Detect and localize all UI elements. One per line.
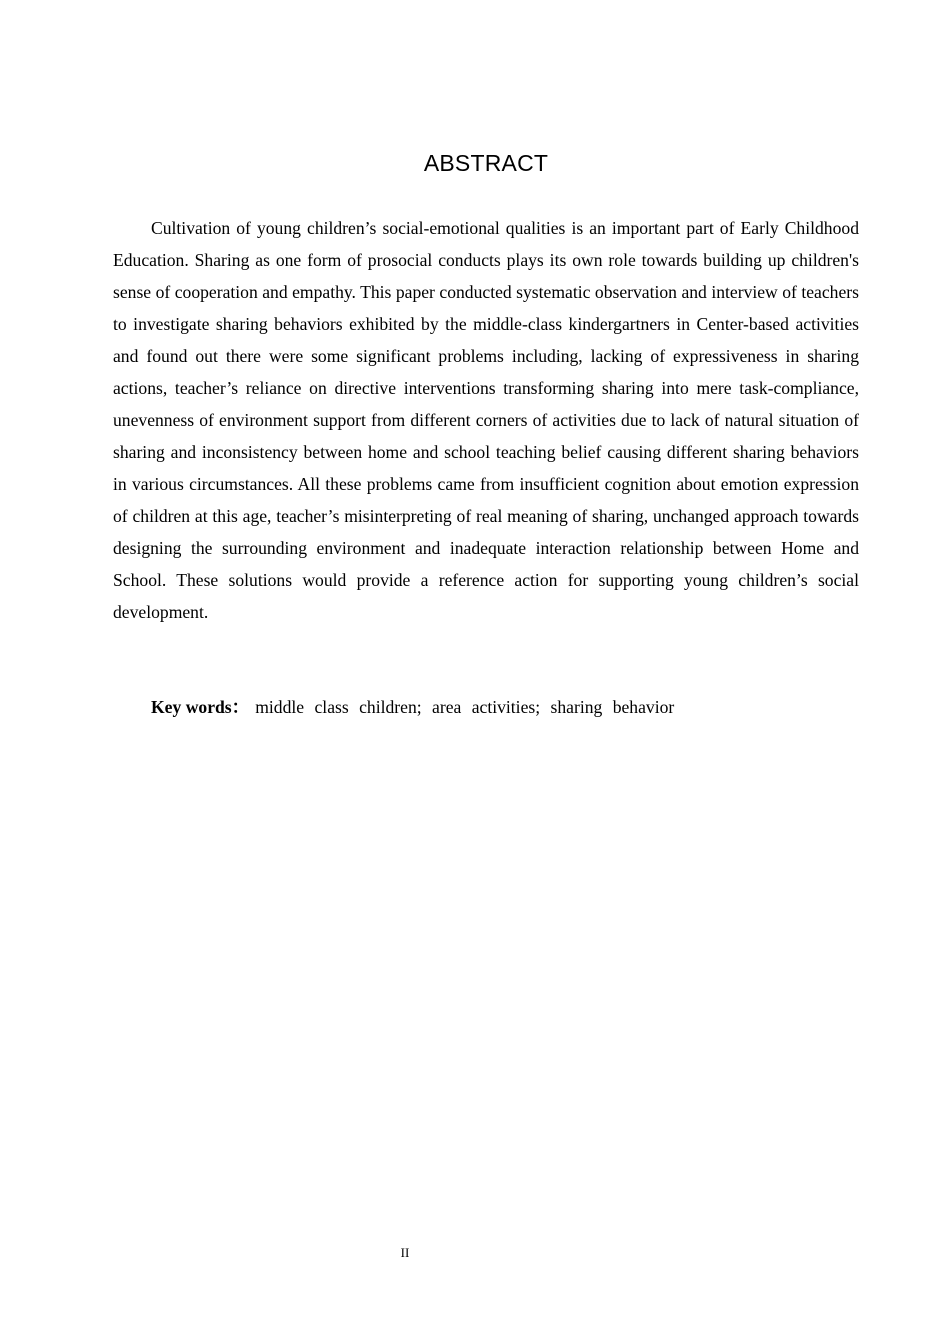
keywords-line	[151, 691, 851, 723]
keywords-value: middle class children; area activities; sharing behavior	[255, 697, 675, 717]
page-number: II	[400, 1245, 410, 1260]
keywords-label: Key words：	[151, 697, 250, 717]
abstract-body: Cultivation of young children’s social-emotional qualities is an important part of Early Childhood Education. Sharing as one form of prosocial conducts plays its own role towards building up children's sense of cooperation and empathy. This paper conducted systematic observation and interview of teachers to investigate sharing behaviors exhibited by the middle-class kindergartners in Center-based activities and found out there were some significant problems including, lacking of expressiveness in sharing actions, teacher’s reliance on directive interventions transforming sharing into mere task-compliance, unevenness of environment support from different corners of activities due to lack of natural situation of sharing and inconsistency between home and school teaching belief causing different sharing behaviors in various circumstances. All these problems came from insufficient cognition about emotion expression of children at this age, teacher’s misinterpreting of real meaning of sharing, unchanged approach towards designing the surrounding environment and inadequate interaction relationship between Home and School. These solutions would provide a reference action for supporting young children’s social development.	[113, 218, 859, 622]
abstract-title: ABSTRACT	[423, 150, 549, 176]
